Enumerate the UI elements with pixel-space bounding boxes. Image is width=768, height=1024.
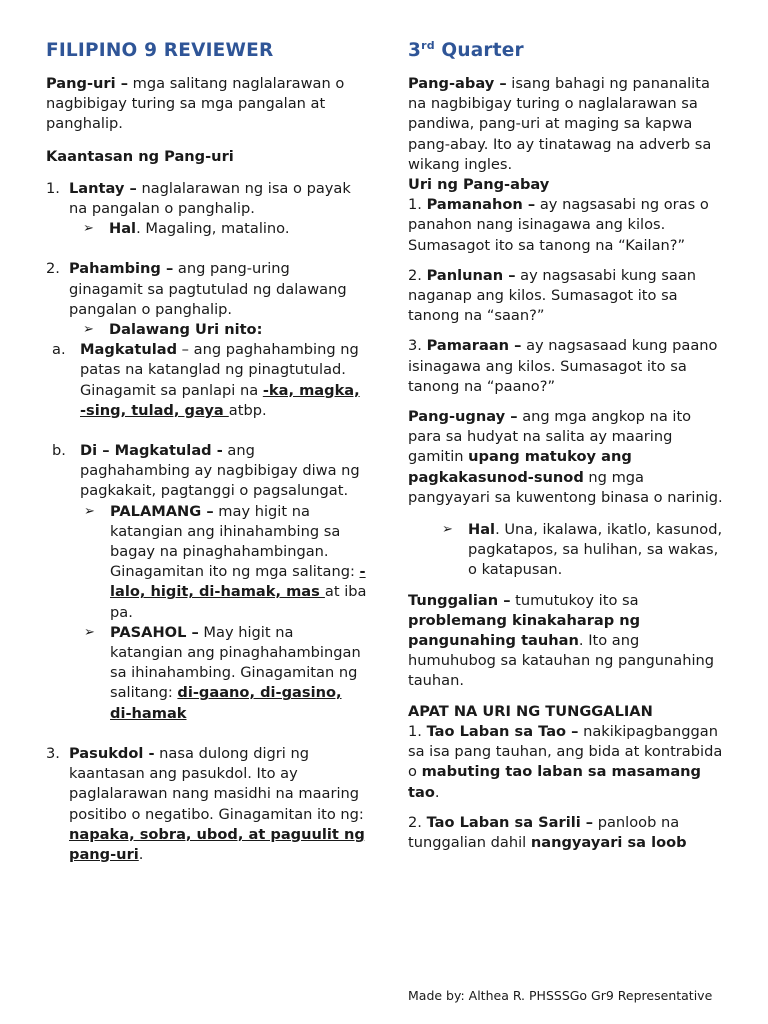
arrow-bullet-icon: ➢: [84, 624, 95, 640]
pasukdol-item: 3. Pasukdol - nasa dulong digri ng kaantasan ang pasukdol. Ito ay paglalarawan nang masidhi na maaring positibo o negatibo. Ginagamitan ito ng: napaka, sobra, ubod, at paguulit ng pang-uri.: [46, 744, 365, 863]
page-title: FILIPINO 9 REVIEWER: [46, 40, 274, 61]
palamang-item: ➢ PALAMANG – may higit na katangian ang ihinahambing sa bagay na pinaghahambingan. Ginagamitan ito ng mga salitang: -lalo, higit, di-hamak, mas at iba pa.: [84, 502, 367, 621]
pamaraan-item: 3. Pamaraan – ay nagsasaad kung paano isinagawa ang kilos. Sumasagot ito sa tanong na “paano?”: [408, 337, 718, 395]
left-column: [46, 38, 368, 865]
dalawang-uri: ➢ Dalawang Uri nito:: [83, 320, 368, 340]
apat-heading: APAT NA URI NG TUNGGALIAN: [408, 702, 653, 720]
lantay-example: ➢ Hal. Magaling, matalino.: [83, 219, 368, 239]
lantay-term: Lantay –: [69, 179, 137, 197]
dimagkatulad-item: b. Di – Magkatulad - ang paghahambing ay nagbibigay diwa ng pagkakait, pagtanggi o pagsalungat. ➢ PALAMANG – may higit na katangian ang ihinahambing sa bagay na pinaghahambingan. Ginagamitan ito ng mga salitang: -lalo, higit, di-hamak, mas at iba pa. ➢ PASAHOL – May higit na katangian ang pinaghahambingan sa ihinahambing. Ginagamitan ng salitang: di-gaano, di-gasino, di-hamak: [52, 441, 368, 724]
magkatulad-item: a. Magkatulad – ang paghahambing ng patas na katanglad ng pinagtutulad. Ginagamit sa panlapi na -ka, magka, -sing, tulad, gaya atbp.: [52, 341, 360, 419]
quarter-title: 3rd Quarter: [408, 39, 524, 61]
tao-laban-sa-tao-item: 1. Tao Laban sa Tao – nakikipagbanggan sa isa pang tauhan, ang bida at kontrabida o mabuting tao laban sa masamang tao.: [408, 722, 723, 801]
pangugnay-example: ➢ Hal. Una, ikalawa, ikatlo, kasunod, pagkatapos, sa hulihan, sa wakas, o katapusan.: [442, 521, 723, 579]
uri-heading: Uri ng Pang-abay: [408, 176, 550, 194]
panguri-term: Pang-uri –: [46, 75, 129, 92]
pasukdol-term: Pasukdol -: [69, 744, 155, 762]
right-column: [408, 38, 728, 853]
arrow-bullet-icon: ➢: [83, 322, 94, 338]
pasahol-item: ➢ PASAHOL – May higit na katangian ang pinaghahambingan sa ihinahambing. Ginagamitan ng salitang: di-gaano, di-gasino, di-hamak: [84, 623, 361, 722]
tunggalian-definition: Tunggalian – tumutukoy ito sa problemang kinakaharap ng pangunahing tauhan. Ito ang humuhubog sa katauhan ng pangunahing tauhan.: [408, 591, 715, 690]
pahambing-term: Pahambing –: [69, 260, 174, 278]
pangugnay-definition: Pang-ugnay – ang mga angkop na ito para sa hudyat na salita ay maaring gamitin upang matukoy ang pagkakasunod-sunod ng mga pangyayari sa kuwentong binasa o narinig.: [408, 408, 723, 506]
arrow-bullet-icon: ➢: [442, 522, 453, 538]
pahambing-item: 2. Pahambing – ang pang-uring ginagamit sa pagtutulad ng dalawang pangalan o panghalip. ➢ Dalawang Uri nito: a. Magkatulad – ang paghahambing ng patas na katanglad ng pinagtutulad. Ginagamit sa panlapi na -ka, magka, -sing, tulad, gaya atbp. b. Di – Magkatulad - ang paghahambing ay nagbibigay diwa ng pagkakait, pagtanggi o pagsalungat. ➢ PALAMANG – may higit na katangian ang ihinahambing sa bagay na pinaghahambingan. Ginagamitan ito ng mga salitang: -lalo, higit, di-hamak, mas at iba pa. ➢ PASAHOL – May higit na katangian ang pinaghahambingan sa ihinahambing. Ginagamitan ng salitang: di-gaano, di-gasino, di-hamak: [46, 259, 368, 723]
pamanahon-item: 1. Pamanahon – ay nagsasabi ng oras o panahon nang isinagawa ang kilos. Sumasagot ito sa tanong na “Kailan?”: [408, 196, 709, 254]
arrow-bullet-icon: ➢: [83, 221, 94, 237]
panguri-definition: Pang-uri – mga salitang naglalarawan o nagbibigay turing sa mga pangalan at panghalip.: [46, 75, 345, 133]
panlunan-item: 2. Panlunan – ay nagsasabi kung saan naganap ang kilos. Sumasagot ito sa tanong na “saan?”: [408, 266, 697, 325]
arrow-bullet-icon: ➢: [84, 503, 95, 519]
kaantasan-heading: Kaantasan ng Pang-uri: [46, 147, 234, 165]
tao-laban-sa-sarili-item: 2. Tao Laban sa Sarili – panloob na tunggalian dahil nangyayari sa loob: [408, 813, 687, 851]
footer-credit: Made by: Althea R. PHSSSGo Gr9 Representative: [408, 988, 713, 1003]
lantay-item: 1. Lantay – naglalarawan ng isa o payak na pangalan o panghalip. ➢ Hal. Magaling, matalino.: [46, 179, 368, 240]
pangabay-definition: Pang-abay – isang bahagi ng pananalita na nagbibigay turing o naglalarawan sa pandiwa, pang-uri at maging sa kapwa pang-abay. Ito ay tinatawag na adverb sa wikang ingles.: [408, 75, 712, 173]
